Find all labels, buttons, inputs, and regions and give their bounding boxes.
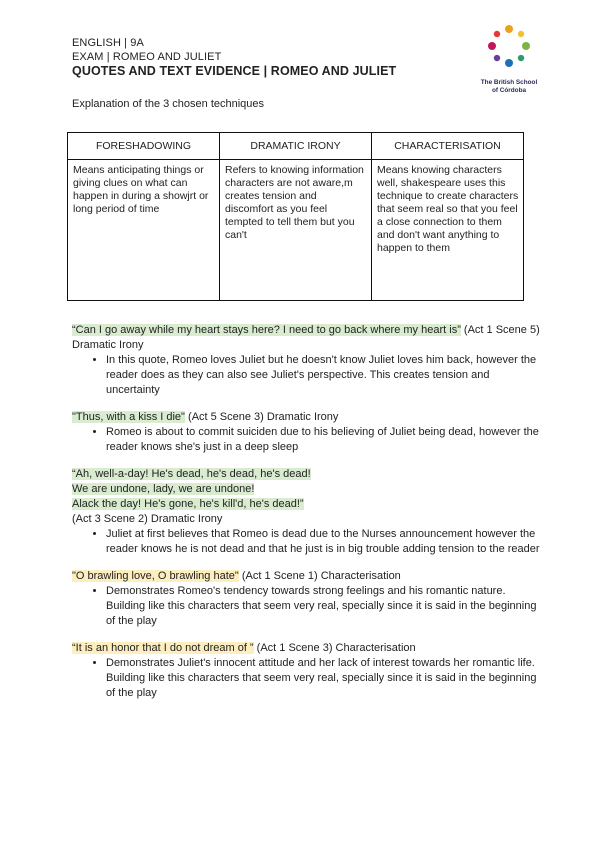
quote-explanation-list <box>72 584 542 629</box>
quote-reference: (Act 1 Scene 1) Characterisation <box>238 570 401 582</box>
quote-block-1 <box>72 323 542 398</box>
quote-block-2 <box>72 410 542 455</box>
logo-dot <box>488 42 496 50</box>
quote-explanation-list <box>72 527 542 557</box>
quote-block-4 <box>72 569 542 629</box>
logo-dot <box>505 25 513 33</box>
document-header <box>72 36 396 79</box>
quote-block-3 <box>72 467 542 557</box>
quote-text: “Can I go away while my heart stays here? I need to go back where my heart is” <box>72 324 461 336</box>
quote-line-3: Alack the day! He's gone, he's kill'd, he's dead!” <box>72 498 304 510</box>
table-header-row <box>68 133 524 160</box>
quote-explanation-list <box>72 353 542 398</box>
table-cell-characterisation: Means knowing characters well, shakespeare uses this technique to create characters that seem real so that you feel a close connection to them and don't want anything to happen to them <box>372 160 524 301</box>
logo-dot <box>522 42 530 50</box>
header-course: ENGLISH | 9A <box>72 37 144 49</box>
quote-line-2: We are undone, lady, we are undone! <box>72 483 255 495</box>
list-item: • Juliet at first believes that Romeo is dead due to the Nurses announcement however the reader knows he is not dead and that he just is in big trouble adding tension to the reader <box>106 527 542 557</box>
quote-reference: (Act 3 Scene 2) Dramatic Irony <box>72 513 223 525</box>
school-logo <box>474 22 544 102</box>
table-row <box>68 160 524 301</box>
logo-dot <box>494 55 500 61</box>
quote-text: "Thus, with a kiss I die" <box>72 411 185 423</box>
quote-explanation-list <box>72 656 542 701</box>
logo-dot <box>518 31 524 37</box>
table-header-dramatic-irony: DRAMATIC IRONY <box>220 133 372 160</box>
logo-dot <box>505 59 513 67</box>
quote-explanation-list <box>72 425 542 455</box>
quotes-section <box>72 323 542 713</box>
quote-line-1: “Ah, well-a-day! He's dead, he's dead, he's dead! <box>72 468 311 480</box>
header-exam: EXAM | ROMEO AND JULIET <box>72 51 222 63</box>
logo-dot <box>518 55 524 61</box>
techniques-table <box>67 132 524 301</box>
quote-text: “It is an honor that I do not dream of ” <box>72 642 254 654</box>
intro-text: Explanation of the 3 chosen techniques <box>72 98 265 110</box>
list-item: • In this quote, Romeo loves Juliet but he doesn't know Juliet loves him back, however the reader does as they can also see Juliet's perspective. This creates tension and uncertainty <box>106 353 542 398</box>
quote-reference: (Act 1 Scene 3) Characterisation <box>253 642 416 654</box>
list-item: • Demonstrates Romeo's tendency towards strong feelings and his romantic nature. Building like this characters that seem very real, specially since it is said in the beginning of the play <box>106 584 542 629</box>
logo-text-line2: of Córdoba <box>491 87 527 94</box>
table-header-characterisation: CHARACTERISATION <box>372 133 524 160</box>
quote-text: "O brawling love, O brawling hate" <box>72 570 239 582</box>
list-item: • Romeo is about to commit suiciden due to his believing of Juliet being dead, however the reader knows she's just in a deep sleep <box>106 425 542 455</box>
table-cell-dramatic-irony: Refers to knowing information characters are not aware,m creates tension and discomfort as you feel tempted to tell them but you can't <box>220 160 372 301</box>
logo-dot-ring <box>488 25 530 67</box>
quote-block-5 <box>72 641 542 701</box>
logo-dot <box>494 31 500 37</box>
document-title: QUOTES AND TEXT EVIDENCE | ROMEO AND JULIET <box>72 64 397 78</box>
table-header-foreshadowing: FORESHADOWING <box>68 133 220 160</box>
list-item: • Demonstrates Juliet's innocent attitude and her lack of interest towards her romantic life. Building like this characters that seem very real, specially since it is said in the beginning of the play <box>106 656 542 701</box>
table-cell-foreshadowing: Means anticipating things or giving clues on what can happen in during a showjrt or long period of time <box>68 160 220 301</box>
quote-reference: (Act 5 Scene 3) Dramatic Irony <box>184 411 339 423</box>
quote-reference: (Act 1 Scene 5) Dramatic Irony <box>72 324 540 351</box>
logo-text-line1: The British School <box>480 79 538 86</box>
